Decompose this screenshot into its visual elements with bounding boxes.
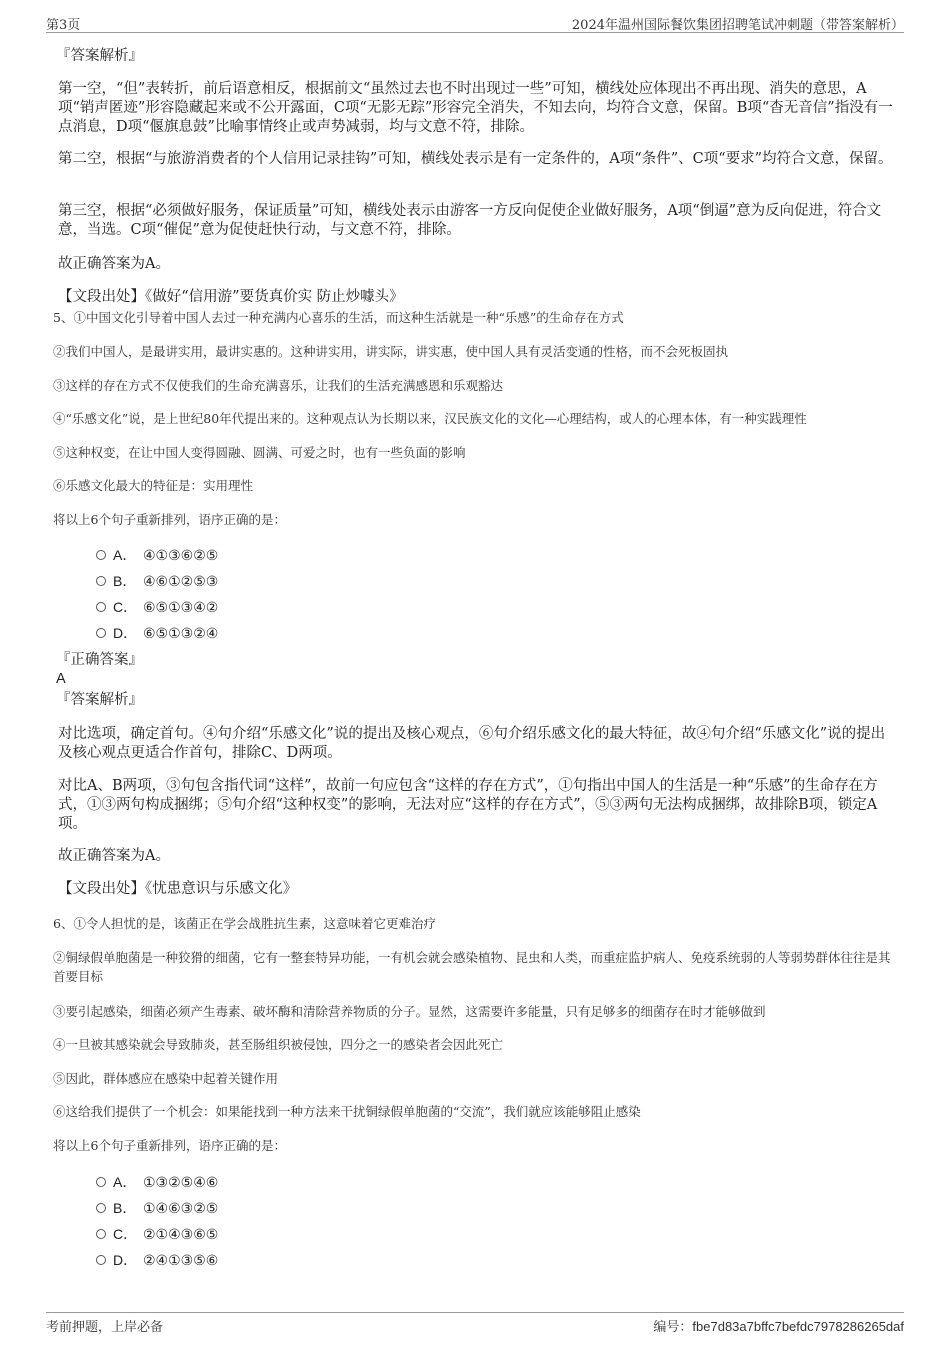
q6-sentence-2: ②铜绿假单胞菌是一种狡猾的细菌，它有一整套特异功能，一有机会就会感染植物、昆虫和人类，而重症监护病人、免疫系统弱的人等弱势群体往往是其首要目标 [53,950,891,984]
q4-source: 【文段出处】《做好“信用游”要货真价实 防止炒噱头》 [58,289,404,305]
radio-icon[interactable] [96,1229,106,1239]
q5-answer-heading: 『正确答案』 [56,652,143,668]
q4-analysis-paragraph-3: 第三空，根据“必须做好服务，保证质量”可知，横线处表示由游客一方反向促使企业做好服务，A项“倒逼”意为反向促进，符合文意，当选。C项“催促”意为促使赶快行动，与文意不符，排除。 [58,203,882,238]
q6-sentence-6: ⑥这给我们提供了一个机会：如果能找到一种方法来干扰铜绿假单胞菌的“交流”，我们就应该能够阻止感染 [53,1104,641,1119]
radio-icon[interactable] [96,550,106,560]
q5-analysis-paragraph-2: 对比A、B两项，③句包含指代词“这样”，故前一句应包含“这样的存在方式”，①句指出中国人的生活是一种“乐感”的生命存在方式，①③两句构成捆绑；⑤句介绍“这种权变”的影响，无法对应“这样的存在方式”，⑤③两句无法构成捆绑，故排除B项，锁定A项。 [58,778,878,832]
q5-answer: A [56,671,66,687]
q6-sentence-4: ④一旦被其感染就会导致肺炎，甚至肠组织被侵蚀，四分之一的感染者会因此死亡 [53,1037,504,1052]
q5-sentence-3: ③这样的存在方式不仅使我们的生命充满喜乐，让我们的生活充满感恩和乐观豁达 [53,378,504,393]
radio-icon[interactable] [96,628,106,638]
q6-sentence-1: 6、①令人担忧的是，该菌正在学会战胜抗生素，这意味着它更难治疗 [53,916,436,931]
page-header [46,14,904,33]
document-serial: 编号：fbe7d83a7bffc7befdc7978286265daf [653,1319,904,1334]
q5-sentence-5: ⑤这种权变，在让中国人变得圆融、圆满、可爱之时，也有一些负面的影响 [53,445,466,460]
radio-icon[interactable] [96,1203,106,1213]
q4-conclusion: 故正确答案为A。 [58,256,170,272]
q5-option-b[interactable]: B． ④⑥①②⑤③ [96,572,218,590]
q5-option-a[interactable]: A． ④①③⑥②⑤ [96,546,218,564]
q6-prompt: 将以上6个句子重新排列，语序正确的是： [53,1138,286,1153]
q5-option-c[interactable]: C． ⑥⑤①③④② [96,598,218,616]
q6-sentence-5: ⑤因此，群体感应在感染中起着关键作用 [53,1071,279,1086]
q4-analysis-heading: 『答案解析』 [56,48,143,64]
q5-sentence-1: 5、①中国文化引导着中国人去过一种充满内心喜乐的生活，而这种生活就是一种“乐感”的生命存在方式 [53,310,624,325]
q5-option-d[interactable]: D． ⑥⑤①③②④ [96,624,218,642]
q5-analysis-heading: 『答案解析』 [56,692,143,708]
page-number: 第3页 [46,18,81,33]
radio-icon[interactable] [96,1177,106,1187]
page-footer [46,1312,904,1333]
document-title: 2024年温州国际餐饮集团招聘笔试冲刺题（带答案解析） [571,18,904,33]
q5-conclusion: 故正确答案为A。 [58,848,170,864]
q5-sentence-4: ④“乐感文化”说，是上世纪80年代提出来的。这种观点认为长期以来，汉民族文化的文化—心理结构，或人的心理本体，有一种实践理性 [53,411,807,426]
radio-icon[interactable] [96,1255,106,1265]
footer-slogan: 考前押题，上岸必备 [46,1320,164,1335]
q4-analysis-paragraph-2: 第二空，根据“与旅游消费者的个人信用记录挂钩”可知，横线处表示是有一定条件的，A项“条件”、C项“要求”均符合文意，保留。 [58,151,893,167]
radio-icon[interactable] [96,602,106,612]
q6-option-d[interactable]: D． ②④①③⑤⑥ [96,1251,218,1269]
q6-option-b[interactable]: B． ①④⑥③②⑤ [96,1199,218,1217]
q5-sentence-2: ②我们中国人，是最讲实用，最讲实惠的。这种讲实用，讲实际，讲实惠，使中国人具有灵活变通的性格，而不会死板固执 [53,344,729,359]
q5-sentence-6: ⑥乐感文化最大的特征是：实用理性 [53,478,254,493]
q4-analysis-paragraph-1: 第一空，“但”表转折，前后语意相反，根据前文“虽然过去也不时出现过一些”可知，横线处应体现出不再出现、消失的意思，A项“销声匿迹”形容隐藏起来或不公开露面，C项“无影无踪”形容完全消失，不知去向，均符合文意，保留。B项“杳无音信”指没有一点消息，D项“偃旗息鼓”比喻事情终止或声势减弱，均与文意不符，排除。 [58,81,893,135]
q6-option-c[interactable]: C． ②①④③⑥⑤ [96,1225,218,1243]
q6-sentence-3: ③要引起感染，细菌必须产生毒素、破坏酶和清除营养物质的分子。显然，这需要许多能量，只有足够多的细菌存在时才能够做到 [53,1004,766,1019]
radio-icon[interactable] [96,576,106,586]
q5-source: 【文段出处】《忧患意识与乐感文化》 [58,881,298,897]
q5-prompt: 将以上6个句子重新排列，语序正确的是： [53,512,286,527]
q5-analysis-paragraph-1: 对比选项，确定首句。④句介绍“乐感文化”说的提出及核心观点，⑥句介绍乐感文化的最大特征，故④句介绍“乐感文化”说的提出及核心观点更适合作首句，排除C、D两项。 [58,726,886,761]
q6-option-a[interactable]: A． ①③②⑤④⑥ [96,1173,218,1191]
